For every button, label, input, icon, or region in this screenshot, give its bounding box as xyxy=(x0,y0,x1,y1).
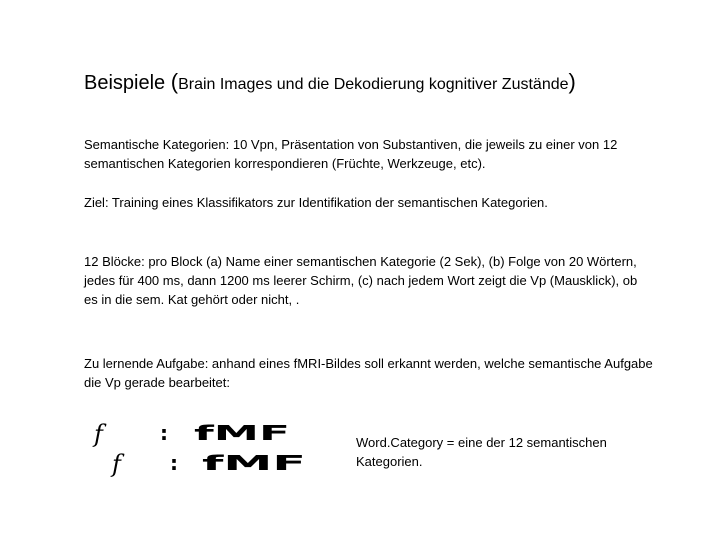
word-category-note: Word.Category = eine der 12 semantischen Kategorien. xyxy=(356,435,607,469)
title-subtitle: Brain Images und die Dekodierung kognitiver Zustände xyxy=(178,76,569,93)
formula-domain: fMF xyxy=(194,421,290,445)
formula-colon: : xyxy=(170,451,178,475)
blocks-paragraph: 12 Blöcke: pro Block (a) Name einer semantischen Kategorie (2 Sek), (b) Folge von 20 Wörtern, jedes für 400 ms, dann 1200 ms leerer Schirm, (c) nach jedem Wort zeigt die Vp (Mausklick), ob es in die sem. Kat gehört oder nicht, . xyxy=(84,254,638,307)
formula-colon: : xyxy=(160,421,168,445)
task-paragraph: Zu lernende Aufgabe: anhand eines fMRI-Bildes soll erkannt werden, welche semantische Aufgabe die Vp gerade bearbeitet: xyxy=(84,356,653,390)
title-close-paren: ) xyxy=(568,69,576,94)
formula-image xyxy=(90,420,320,480)
slide-title xyxy=(84,68,684,99)
formula-line-2 xyxy=(110,450,306,478)
semantic-categories-paragraph: Semantische Kategorien: 10 Vpn, Präsentation von Substantiven, die jeweils zu einer von 12 semantischen Kategorien korrespondieren (Früchte, Werkzeuge, etc). xyxy=(84,137,618,171)
formula-domain: fMF xyxy=(202,451,306,475)
formula-line-1 xyxy=(92,420,290,448)
formula-function-symbol: f xyxy=(94,420,103,448)
goal-paragraph: Ziel: Training eines Klassifikators zur Identifikation der semantischen Kategorien. xyxy=(84,195,548,210)
formula-function-symbol: f xyxy=(112,450,121,478)
title-open-paren: ( xyxy=(170,69,179,94)
title-main: Beispiele xyxy=(84,72,166,94)
